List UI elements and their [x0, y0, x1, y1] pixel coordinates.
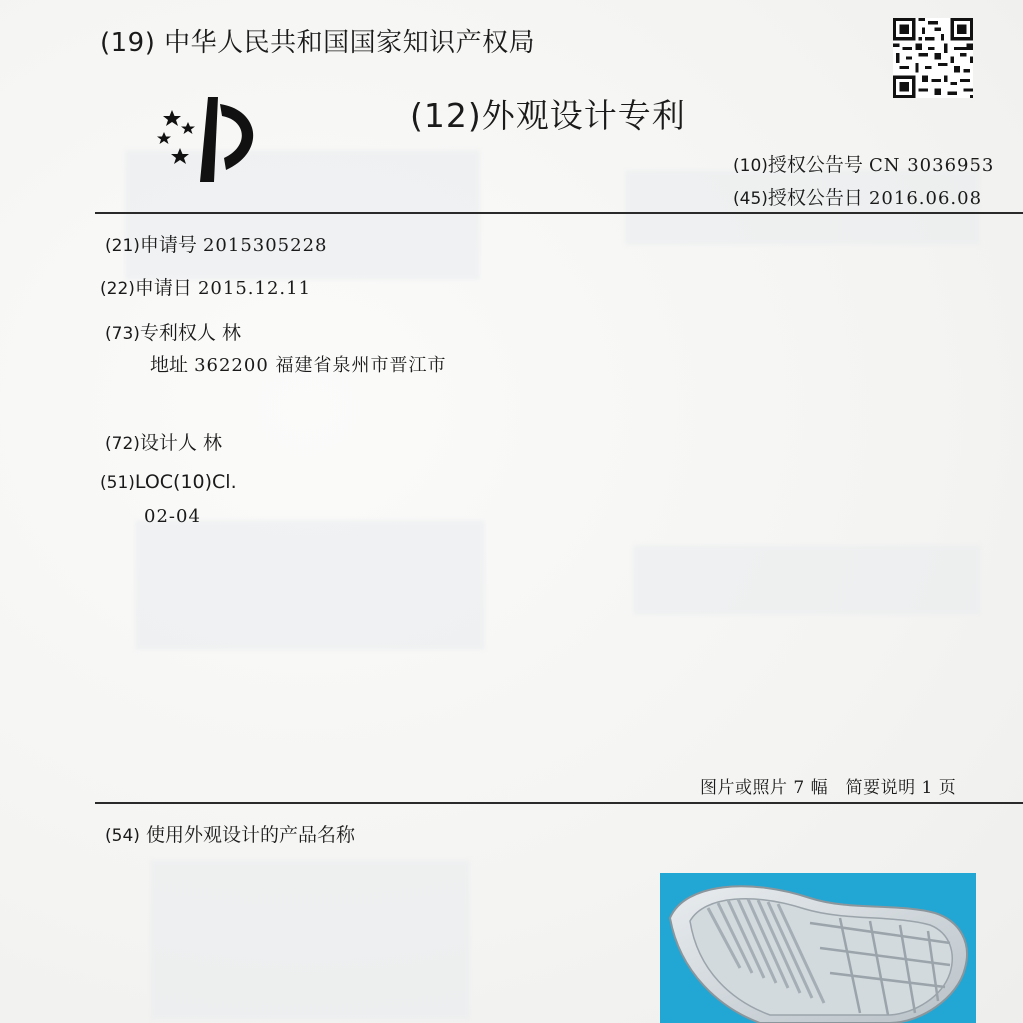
office-name: 中华人民共和国国家知识产权局	[164, 28, 536, 58]
grant-number-code: (10)	[733, 156, 768, 176]
figures-note: 图片或照片 7 幅 简要说明 1 页	[700, 778, 957, 798]
bleed-block	[633, 545, 981, 615]
address-row	[150, 350, 447, 377]
application-number-row	[105, 230, 328, 257]
app-date-code: (22)	[100, 279, 135, 299]
patentee-value: 林	[221, 322, 241, 344]
app-date-label: 申请日	[134, 277, 192, 299]
grant-number-row	[733, 150, 994, 177]
patentee-label: 专利权人	[139, 322, 216, 344]
product-code: (54)	[105, 826, 140, 846]
grant-date-value: 2016.06.08	[868, 188, 983, 209]
patentee-code: (73)	[105, 324, 140, 344]
loc-value: 02-04	[144, 506, 201, 527]
designer-value: 林	[202, 432, 222, 454]
shoe-sole-photo	[660, 873, 976, 1023]
loc-code: (51)	[100, 473, 135, 493]
document-title	[410, 90, 686, 137]
grant-date-label: 授权公告日	[767, 187, 863, 209]
doc-code: (12)	[410, 96, 482, 135]
office-code: (19)	[100, 28, 156, 58]
office-header	[100, 22, 535, 59]
doc-title: 外观设计专利	[481, 96, 686, 135]
bleed-block	[150, 860, 470, 1020]
loc-label: LOC(10)Cl.	[134, 471, 237, 493]
app-no-label: 申请号	[139, 234, 197, 256]
grant-number-value: CN 3036953	[868, 155, 995, 176]
bleed-block	[135, 520, 485, 650]
patentee-row	[105, 318, 241, 345]
qr-code-icon	[893, 18, 973, 98]
app-date-value: 2015.12.11	[197, 278, 312, 299]
designer-row	[105, 428, 222, 455]
designer-label: 设计人	[139, 432, 197, 454]
product-label: 使用外观设计的产品名称	[145, 824, 355, 846]
grant-date-code: (45)	[733, 189, 768, 209]
app-no-value: 2015305228	[202, 235, 328, 256]
product-name-row	[105, 820, 355, 847]
app-no-code: (21)	[105, 236, 140, 256]
grant-number-label: 授权公告号	[767, 154, 863, 176]
section-divider	[95, 802, 1023, 804]
header-divider	[95, 212, 1023, 214]
designer-code: (72)	[105, 434, 140, 454]
grant-date-row	[733, 183, 982, 210]
loc-row	[100, 471, 237, 493]
cnipa-emblem-icon	[148, 92, 268, 187]
address-label: 地址	[150, 354, 189, 376]
application-date-row	[100, 273, 311, 300]
address-value: 362200 福建省泉州市晋江市	[194, 355, 447, 376]
